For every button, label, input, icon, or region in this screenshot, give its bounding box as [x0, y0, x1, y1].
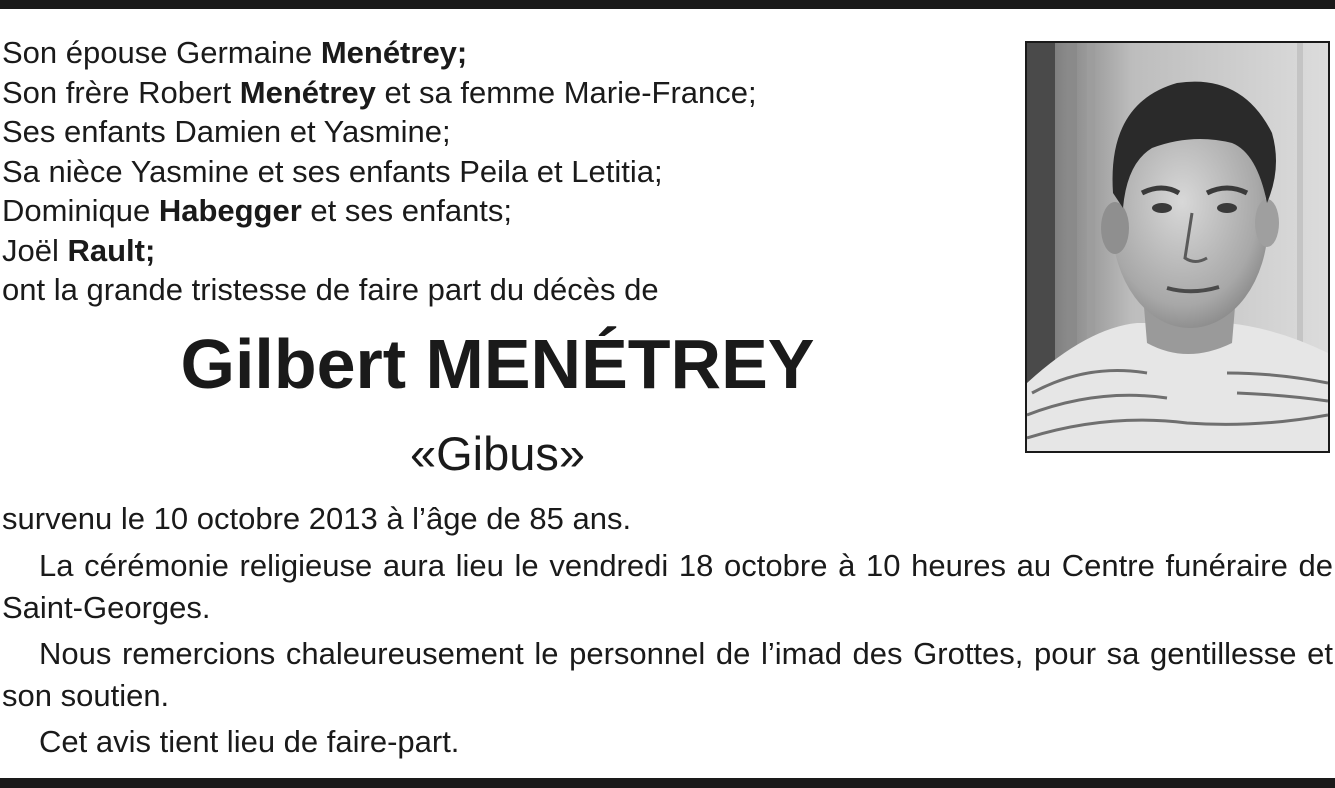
family-line: Son épouse Germaine Menétrey; [2, 35, 468, 70]
portrait-image [1027, 43, 1328, 451]
notice-body [2, 497, 1333, 763]
death-date-text: survenu le 10 octobre 2013 à l’âge de 85 ans. [2, 501, 632, 536]
family-list [2, 33, 1012, 310]
notice-paragraph: Cet avis tient lieu de faire-part. [39, 724, 460, 759]
family-line: Ses enfants Damien et Yasmine; [2, 114, 451, 149]
ceremony-paragraph: La cérémonie religieuse aura lieu le vendredi 18 octobre à 10 heures au Centre funéraire de Saint-Georges. [2, 548, 1333, 625]
family-line: ont la grande tristesse de faire part du décès de [2, 272, 659, 307]
family-line: Sa nièce Yasmine et ses enfants Peila et Letitia; [2, 153, 663, 189]
deceased-nickname: «Gibus» [409, 427, 586, 480]
portrait-photo [1025, 41, 1330, 453]
family-line: Son frère Robert Menétrey et sa femme Marie-France; [2, 74, 757, 110]
family-line: Joël Rault; [2, 232, 156, 268]
deceased-name: Gilbert MENÉTREY [180, 325, 815, 403]
family-line: Dominique Habegger et ses enfants; [2, 193, 513, 228]
thanks-paragraph: Nous remercions chaleureusement le personnel de l’imad des Grottes, pour sa gentillesse et son soutien. [2, 636, 1333, 713]
bottom-rule [0, 778, 1335, 788]
top-rule [0, 0, 1335, 9]
